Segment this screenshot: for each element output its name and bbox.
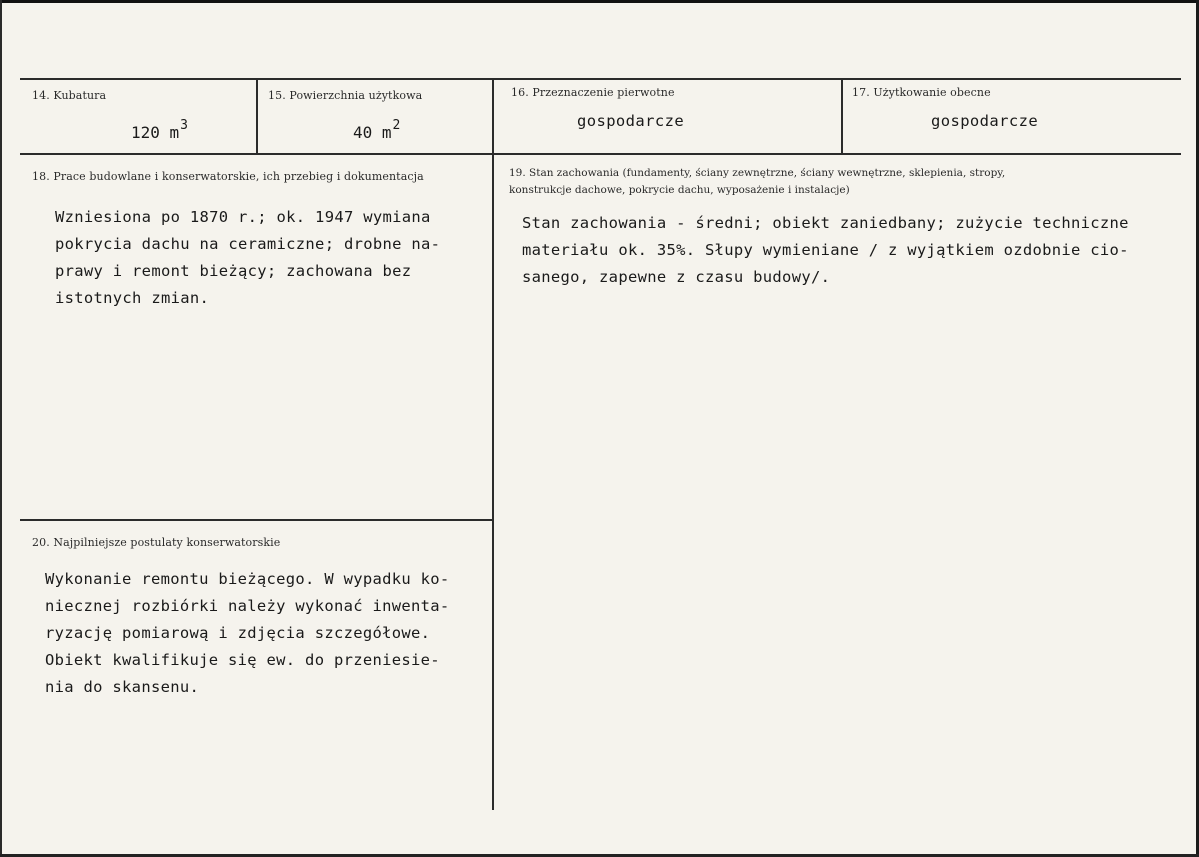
rule-row1-bottom [20,153,1181,155]
card-edge-top [0,0,1199,3]
field-18-line: prawy i remont bieżący; zachowana bez [55,262,412,280]
field-19-label [509,165,1169,199]
field-19-label-line: konstrukcje dachowe, pokrycie dachu, wyposażenie i instalacje) [509,184,850,196]
field-18-text [55,204,440,312]
rule-top [20,78,1181,80]
field-20-line: Wykonanie remontu bieżącego. W wypadku ko- [45,570,450,588]
field-20-line: Obiekt kwalifikuje się ew. do przeniesie- [45,651,440,669]
field-15-exponent: 2 [392,118,401,133]
field-16-label: 16. Przeznaczenie pierwotne [511,86,675,99]
field-19-text [522,210,1129,291]
field-20-line: ryzację pomiarową i zdjęcia szczegółowe. [45,624,431,642]
field-18-line: pokrycia dachu na ceramiczne; drobne na- [55,235,441,253]
field-14-label: 14. Kubatura [32,89,107,102]
field-19-line: Stan zachowania - średni; obiekt zaniedbany; zużycie techniczne [522,214,1129,232]
field-15-label: 15. Powierzchnia użytkowa [268,89,423,102]
field-18-line: istotnych zmian. [55,289,210,307]
field-20-line: niecznej rozbiórki należy wykonać inwenta- [45,597,450,615]
field-14-value [131,118,188,142]
divider-main [492,79,494,810]
divider-f16-f17 [841,79,843,155]
field-17-value: gospodarcze [931,112,1039,130]
field-19-line: materiału ok. 35%. Słupy wymieniane / z wyjątkiem ozdobnie cio- [522,241,1129,259]
field-15-number: 40 m [353,123,392,142]
card-edge-left [0,0,2,857]
field-20-text [45,566,450,701]
field-20-line: nia do skansenu. [45,678,200,696]
field-19-line: sanego, zapewne z czasu budowy/. [522,268,831,286]
field-20-label: 20. Najpilniejsze postulaty konserwatorskie [32,536,281,549]
field-15-value [353,118,400,142]
field-19-label-line: 19. Stan zachowania (fundamenty, ściany zewnętrzne, ściany wewnętrzne, sklepienia, stropy, [509,167,1006,179]
divider-f14-f15 [256,79,258,155]
field-18-line: Wzniesiona po 1870 r.; ok. 1947 wymiana [55,208,431,226]
field-14-number: 120 m [131,123,180,142]
field-16-value: gospodarcze [577,112,685,130]
field-17-label: 17. Użytkowanie obecne [852,86,991,99]
rule-f18-bottom [20,519,492,521]
field-14-exponent: 3 [180,118,188,133]
field-18-label: 18. Prace budowlane i konserwatorskie, ich przebieg i dokumentacja [32,170,424,183]
